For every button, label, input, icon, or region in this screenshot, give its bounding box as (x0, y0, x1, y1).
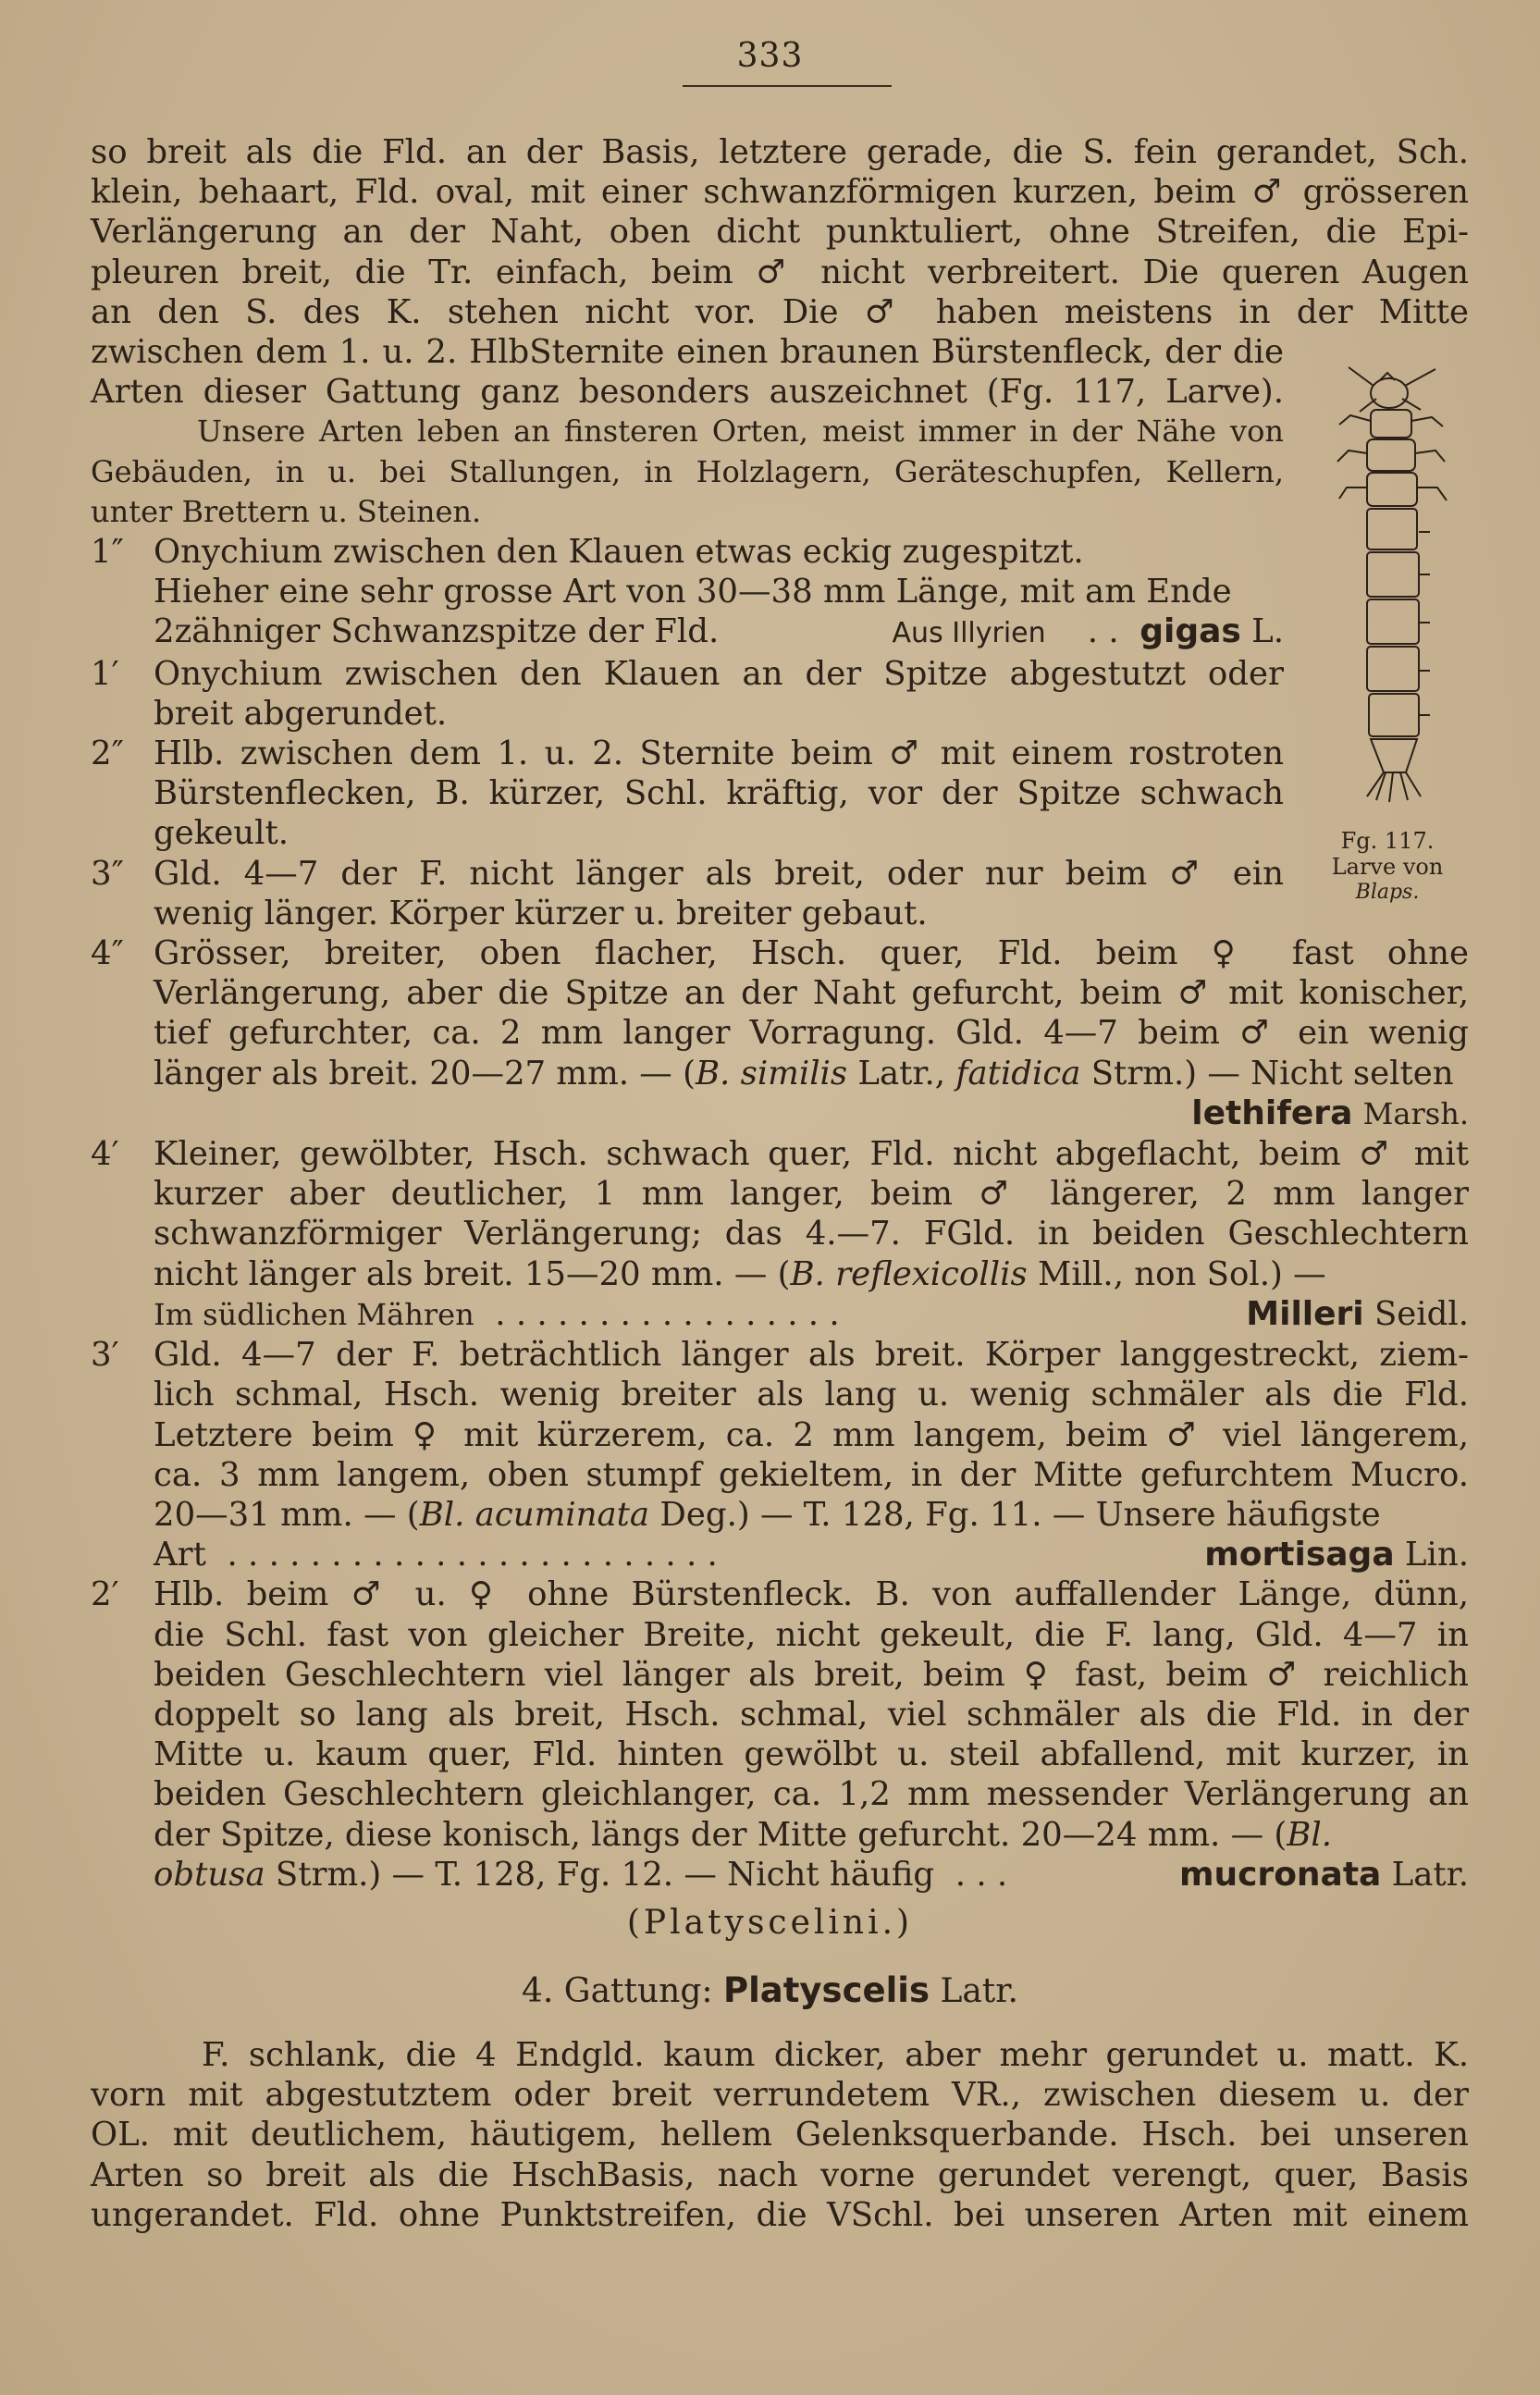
species-name: lethifera (1191, 1093, 1353, 1132)
key-number: 2″ (91, 735, 124, 773)
author: Latr. (1391, 1855, 1469, 1894)
key-2b-line: doppelt so lang als breit, Hsch. schmal, viel schmäler als die Fld. in der (154, 1695, 1469, 1734)
key-text: Gld. 4—7 der F. nicht länger als breit, oder nur beim ♂ ein (154, 854, 1284, 893)
key-text: Kleiner, gewölbter, Hsch. schwach quer, Fld. nicht abgeflacht, beim ♂ mit (154, 1135, 1469, 1174)
synonym: B. similis (695, 1054, 848, 1093)
leader-dots: . . . . . . . . . . . . . . . . . . . . . . . . (227, 1536, 718, 1574)
key-4a-line: Verlängerung, aber die Spitze an der Naht gefurcht, beim ♂ mit konischer, (154, 974, 1469, 1013)
key-1b (91, 654, 1284, 694)
genus-author: Latr. (940, 1972, 1018, 2010)
key-2b (91, 1574, 1469, 1614)
genus-line: vorn mit abgestutztem oder breit verrundetem VR., zwischen diesem u. der (91, 2076, 1469, 2115)
header-rule (683, 85, 892, 87)
key-text: Mill., non Sol.) — (1038, 1254, 1326, 1293)
key-3b-line (91, 1535, 1469, 1574)
key-3b (91, 1335, 1469, 1375)
key-number: 1″ (91, 533, 124, 572)
key-4a (91, 933, 1469, 973)
author: Marsh. (1362, 1095, 1469, 1131)
intro-line: zwischen dem 1. u. 2. HlbSternite einen braunen Bürstenfleck, der die (91, 333, 1284, 372)
key-text: Gld. 4—7 der F. beträchtlich länger als breit. Körper langgestreckt, ziem- (154, 1336, 1469, 1375)
species-name: Milleri (1246, 1294, 1364, 1333)
key-1b-line: breit abgerundet. (154, 694, 448, 733)
key-1a-line (91, 611, 1284, 653)
key-2a-line: Bürstenflecken, B. kürzer, Schl. kräftig, vor der Spitze schwach (154, 774, 1284, 813)
key-1a-line: Hieher eine sehr grosse Art von 30—38 mm Länge, mit am Ende (154, 573, 1232, 611)
leader-dots: . . . . . . . . . . . . . . . . . (495, 1294, 840, 1333)
habitat-line: unter Brettern u. Steinen. (91, 493, 482, 529)
leader-dots: . . . (955, 1855, 1008, 1894)
key-text: der Spitze, diese konisch, längs der Mitte gefurcht. 20—24 mm. — ( (154, 1815, 1287, 1854)
genus-line: ungerandet. Fld. ohne Punktstreifen, die VSchl. bei unseren Arten mit einem (91, 2195, 1469, 2234)
species-name: gigas (1140, 612, 1241, 651)
key-number: 2′ (91, 1575, 119, 1614)
synonym: Bl. (1287, 1815, 1332, 1854)
key-text: Hlb. zwischen dem 1. u. 2. Sternite beim ♂ mit einem rostroten (154, 735, 1284, 773)
key-2a (91, 734, 1284, 773)
key-text: Deg.) — T. 128, Fg. 11. — Unsere häufigste (659, 1495, 1381, 1534)
key-text: Grösser, breiter, oben flacher, Hsch. quer, Fld. beim ♀ fast ohne (154, 934, 1469, 973)
locality: Im südlichen Mähren (154, 1296, 474, 1332)
key-number: 3′ (91, 1336, 119, 1375)
figure-label: Fg. 117. (1340, 828, 1435, 854)
key-text: 2zähniger Schwanzspitze der Fld. (154, 612, 720, 651)
key-number: 4″ (91, 934, 124, 973)
key-number: 3″ (91, 854, 124, 893)
key-4a-line: tief gefurchter, ca. 2 mm langer Vorragung. Gld. 4—7 beim ♂ ein wenig (154, 1014, 1469, 1053)
intro-line: so breit als die Fld. an der Basis, letztere gerade, die S. fein gerandet, Sch. (91, 133, 1469, 171)
larva-figure (1332, 365, 1461, 809)
key-2b-line (91, 1815, 1469, 1855)
intro-line: Verlängerung an der Naht, oben dicht punktuliert, ohne Streifen, die Epi- (91, 213, 1469, 252)
author: L. (1251, 612, 1284, 651)
key-text: 20—31 mm. — ( (154, 1495, 420, 1534)
author: Seidl. (1374, 1294, 1469, 1333)
genus-prefix: 4. Gattung: (522, 1972, 713, 2010)
leader-dots: . . (1087, 612, 1119, 651)
synonym: B. reflexicollis (790, 1254, 1028, 1293)
habitat-line: Gebäuden, in u. bei Stallungen, in Holzlagern, Geräteschupfen, Kellern, (91, 453, 1284, 489)
key-1a (91, 532, 1469, 572)
key-3a-line: wenig länger. Körper kürzer u. breiter gebaut. (154, 894, 928, 932)
key-3a (91, 854, 1284, 894)
author: Lin. (1404, 1536, 1469, 1574)
key-text: nicht länger als breit. 15—20 mm. — ( (154, 1254, 791, 1293)
synonym: obtusa (154, 1855, 265, 1894)
key-2b-line: Mitte u. kaum quer, Fld. hinten gewölbt u. steil abfallend, mit kurzer, in (154, 1735, 1469, 1774)
locality: Aus Illyrien (892, 617, 1046, 650)
key-4b-line: schwanzförmiger Verlängerung; das 4.—7. FGld. in beiden Geschlechtern (154, 1215, 1469, 1253)
genus-line: Arten so breit als die HschBasis, nach vorne gerundet verengt, quer, Basis (91, 2155, 1469, 2194)
figure-caption-text: Larve von (1331, 854, 1444, 880)
key-4a-species (91, 1093, 1469, 1134)
key-text: Onychium zwischen den Klauen etwas eckig zugespitzt. (154, 533, 1084, 572)
key-4a-line (91, 1054, 1469, 1093)
key-text: Onychium zwischen den Klauen an der Spitze abgestutzt oder (154, 654, 1284, 693)
key-text: Strm.) — Nicht selten (1090, 1054, 1454, 1093)
intro-line: Arten dieser Gattung ganz besonders auszeichnet (Fg. 117, Larve). (91, 373, 1284, 412)
species-name: mucronata (1178, 1855, 1382, 1894)
key-2b-line: die Schl. fast von gleicher Breite, nicht gekeult, die F. lang, Gld. 4—7 in (154, 1615, 1469, 1654)
intro-line: an den S. des K. stehen nicht vor. Die ♂ haben meistens in der Mitte (91, 292, 1469, 331)
author: Latr., (857, 1054, 946, 1093)
main-text (91, 132, 1469, 1895)
genus-line: OL. mit deutlichem, häutigem, hellem Gelenksquerbande. Hsch. bei unseren (91, 2116, 1469, 2154)
intro-line: pleuren breit, die Tr. einfach, beim ♂ nicht verbreitert. Die queren Augen (91, 253, 1469, 291)
page-number: 333 (736, 37, 804, 75)
key-4b-line (91, 1254, 1469, 1294)
key-number: 4′ (91, 1135, 119, 1174)
synonym: Bl. acuminata (419, 1495, 650, 1534)
figure-caption (1309, 828, 1466, 906)
synonym: fatidica (955, 1054, 1081, 1093)
habitat-line: Unsere Arten leben an finsteren Orten, meist immer in der Nähe von (197, 414, 1284, 450)
key-text: Art (154, 1536, 206, 1574)
key-3b-line: Letztere beim ♀ mit kürzerem, ca. 2 mm langem, beim ♂ viel längerem, (154, 1415, 1469, 1454)
genus-description (91, 2035, 1469, 2235)
intro-line: klein, behaart, Fld. oval, mit einer schwanzförmigen kurzen, beim ♂ grösseren (91, 173, 1469, 212)
genus-name: Platyscelis (722, 1970, 930, 2010)
key-3b-line (91, 1495, 1469, 1535)
key-2a-line: gekeult. (154, 814, 290, 853)
key-3b-line: ca. 3 mm langem, oben stumpf gekieltem, in der Mitte gefurchtem Mucro. (154, 1455, 1469, 1494)
key-4b (91, 1134, 1469, 1174)
key-2b-line (91, 1855, 1469, 1895)
genus-line: F. schlank, die 4 Endgld. kaum dicker, aber mehr gerundet u. matt. K. (202, 2036, 1469, 2074)
key-2b-line: beiden Geschlechtern gleichlanger, ca. 1,2 mm messender Verlängerung an (154, 1775, 1469, 1814)
key-text: Strm.) — T. 128, Fg. 12. — Nicht häufig (275, 1855, 935, 1894)
key-text: Hlb. beim ♂ u. ♀ ohne Bürstenfleck. B. von auffallender Länge, dünn, (154, 1575, 1469, 1614)
tribe-heading: (Platyscelini.) (626, 1904, 914, 1942)
key-text: länger als breit. 20—27 mm. — ( (154, 1054, 696, 1093)
key-4b-line: kurzer aber deutlicher, 1 mm langer, beim ♂ längerer, 2 mm langer (154, 1175, 1469, 1214)
key-4b-line (91, 1294, 1469, 1335)
key-number: 1′ (91, 654, 119, 693)
key-3b-line: lich schmal, Hsch. wenig breiter als lang u. wenig schmäler als die Fld. (154, 1376, 1469, 1414)
key-2b-line: beiden Geschlechtern viel länger als breit, beim ♀ fast, beim ♂ reichlich (154, 1655, 1469, 1694)
species-name: mortisaga (1204, 1536, 1395, 1574)
genus-heading (0, 1970, 1540, 2010)
figure-caption-genus: Blaps. (1355, 881, 1420, 904)
